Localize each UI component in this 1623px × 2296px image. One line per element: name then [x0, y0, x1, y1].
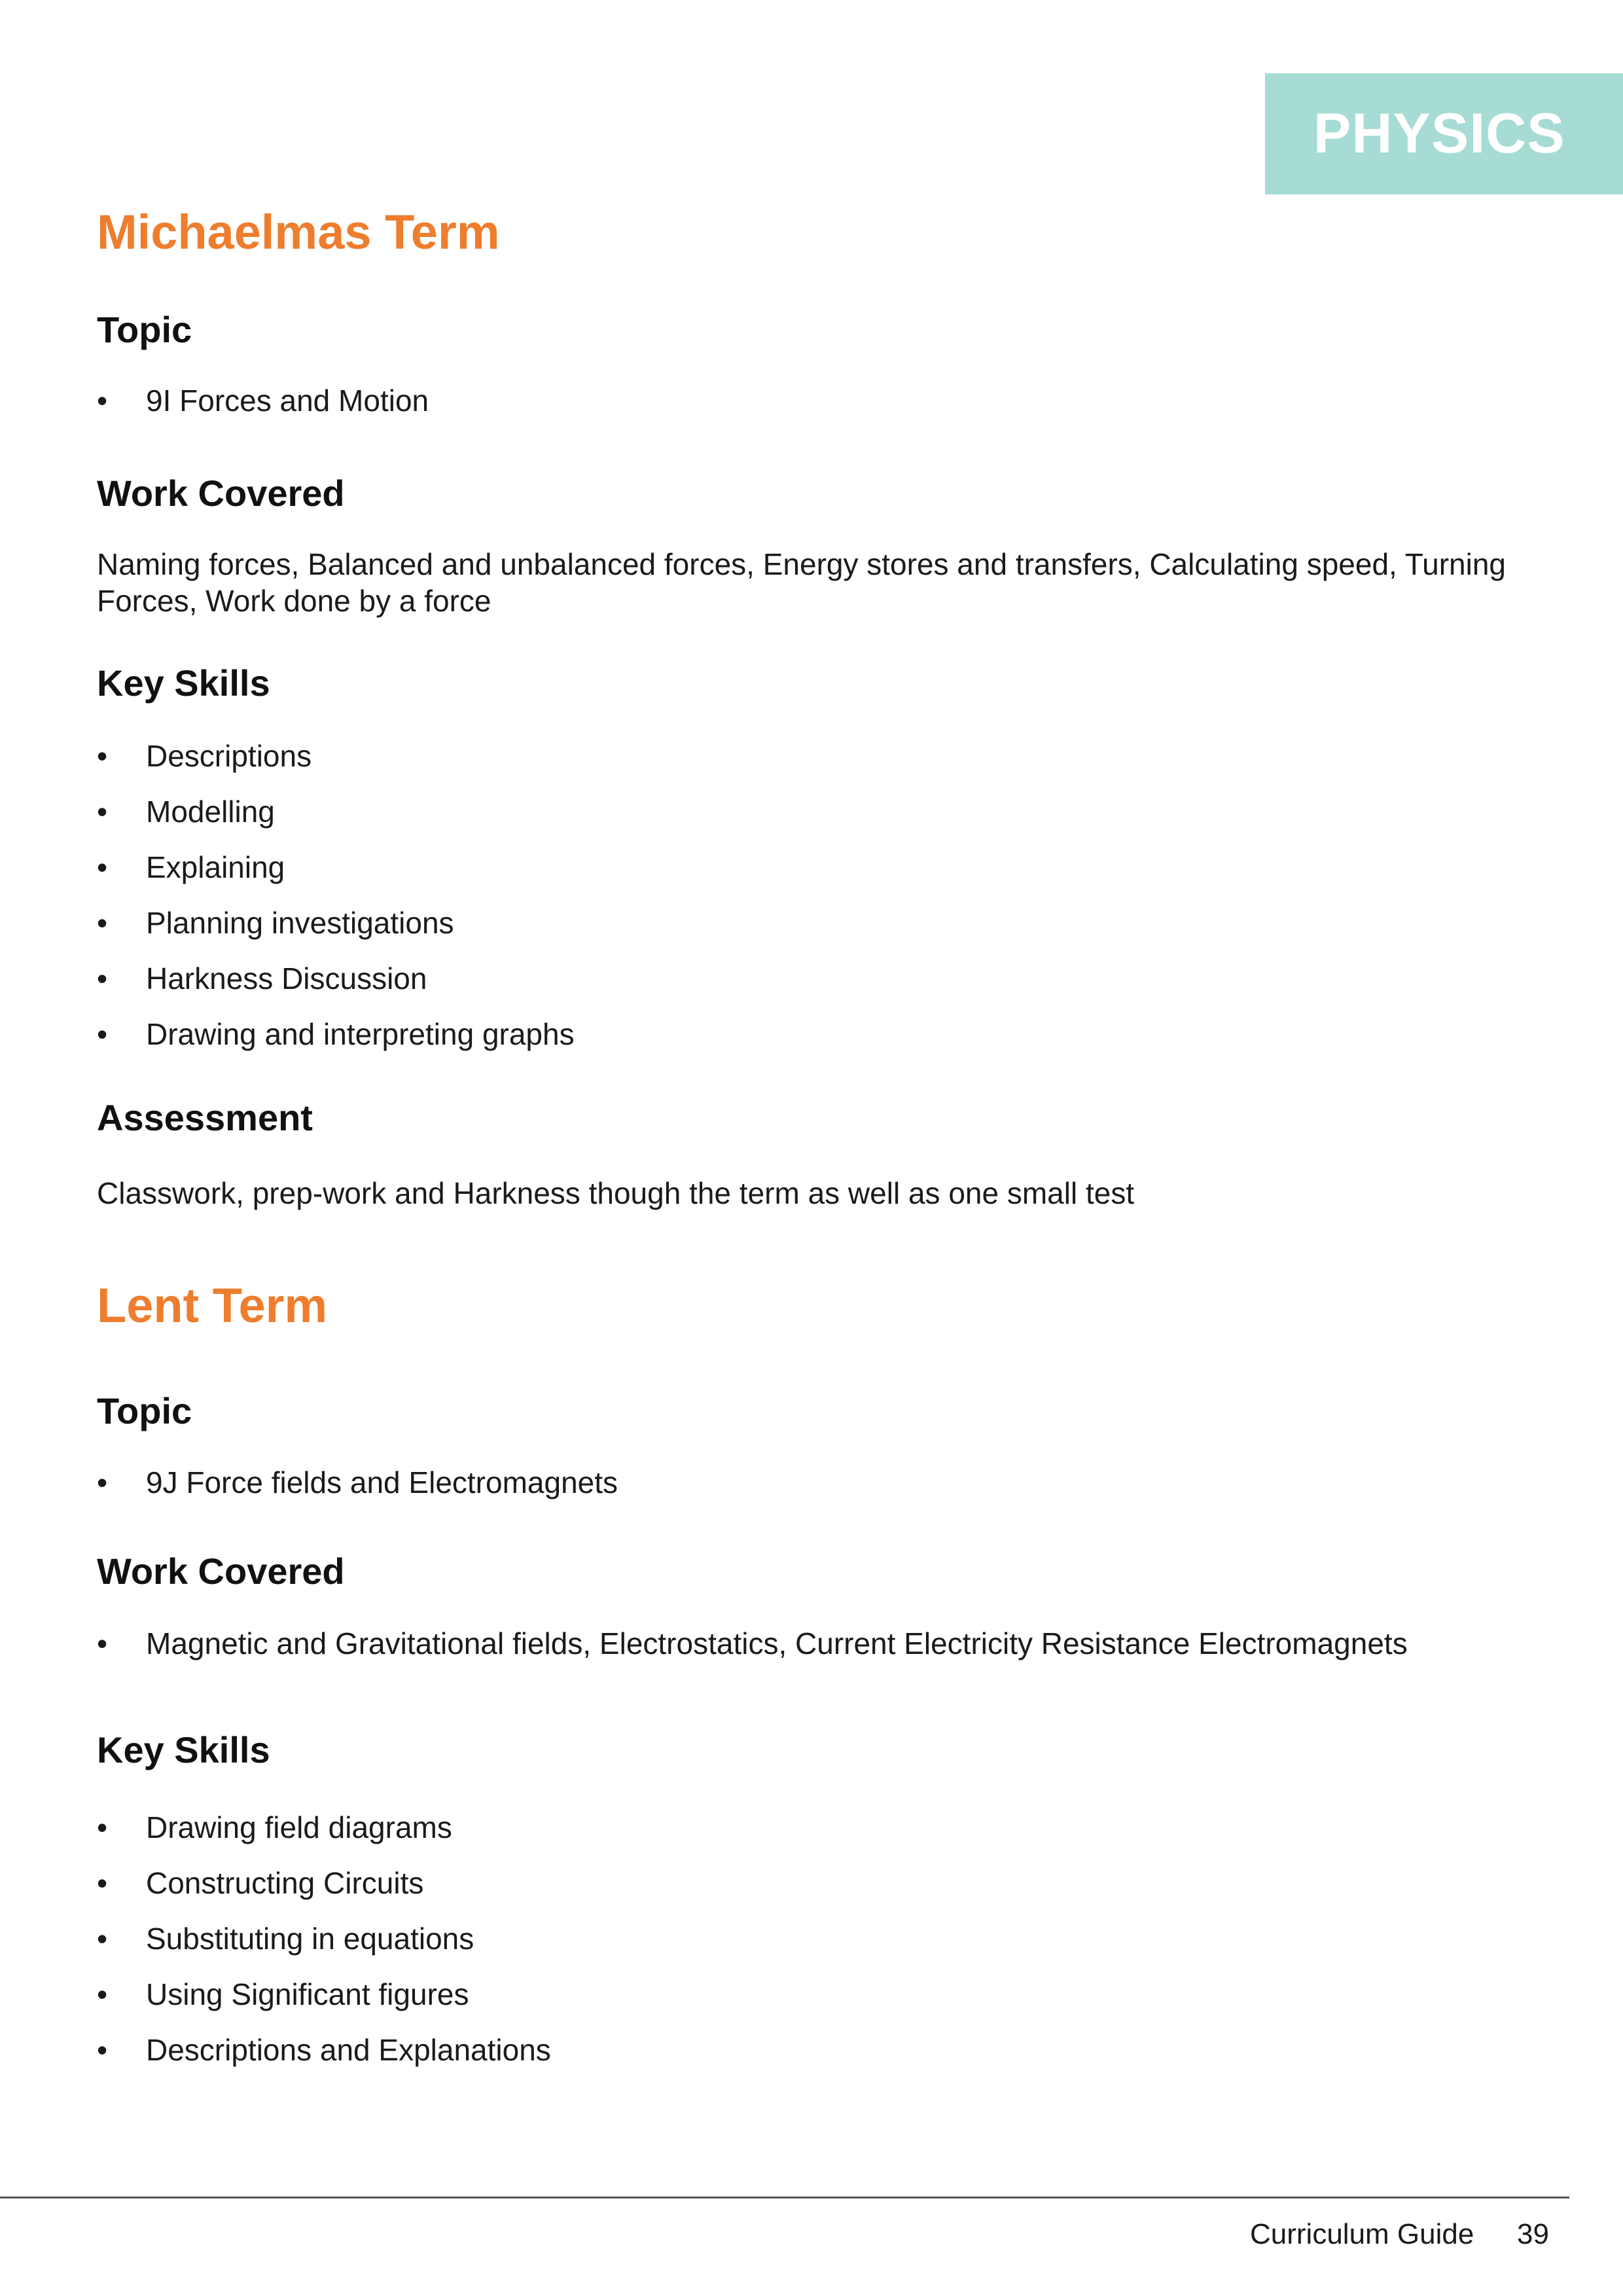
- list-item-text: Planning investigations: [146, 906, 454, 940]
- lent-skills-heading: Key Skills: [97, 1729, 270, 1770]
- list-item: [97, 1464, 618, 1520]
- list-item: [97, 1976, 551, 2032]
- list-item-text: Modelling: [146, 795, 275, 829]
- bullet-icon: •: [97, 1465, 108, 1499]
- bullet-icon: •: [97, 906, 108, 940]
- bullet-icon: •: [97, 961, 108, 996]
- list-item: [97, 793, 575, 849]
- list-item-text: Descriptions: [146, 739, 312, 773]
- footer-page-number: 39: [1517, 2218, 1549, 2250]
- bullet-icon: •: [97, 1922, 108, 1956]
- list-item: [97, 1625, 1408, 1681]
- bullet-icon: •: [97, 384, 108, 418]
- lent-topic-heading: Topic: [97, 1390, 192, 1431]
- list-item: [97, 1809, 551, 1865]
- list-item-text: Constructing Circuits: [146, 1866, 424, 1900]
- lent-term-heading: Lent Term: [97, 1278, 328, 1333]
- bullet-icon: •: [97, 1626, 108, 1660]
- list-item-text: 9I Forces and Motion: [146, 384, 429, 418]
- bullet-icon: •: [97, 1866, 108, 1900]
- list-item: [97, 2032, 551, 2087]
- michaelmas-assessment-heading: Assessment: [97, 1097, 313, 1138]
- michaelmas-skills-heading: Key Skills: [97, 662, 270, 704]
- lent-work-heading: Work Covered: [97, 1551, 345, 1592]
- list-item: [97, 1920, 551, 1976]
- michaelmas-assessment-text: Classwork, prep-work and Harkness though the term as well as one small test: [97, 1176, 1135, 1210]
- list-item: [97, 1865, 551, 1920]
- michaelmas-term-heading: Michaelmas Term: [97, 205, 500, 259]
- michaelmas-skills-list: [97, 738, 575, 1071]
- list-item-text: 9J Force fields and Electromagnets: [146, 1465, 618, 1499]
- michaelmas-topic-heading: Topic: [97, 309, 192, 350]
- list-item-text: Drawing field diagrams: [146, 1810, 452, 1844]
- list-item-text: Substituting in equations: [146, 1922, 474, 1956]
- list-item-text: Magnetic and Gravitational fields, Electrostatics, Current Electricity Resistance Electromagnets: [146, 1626, 1408, 1660]
- lent-skills-list: [97, 1809, 551, 2087]
- list-item: [97, 849, 575, 905]
- michaelmas-work-heading: Work Covered: [97, 473, 345, 514]
- bullet-icon: •: [97, 795, 108, 829]
- bullet-icon: •: [97, 850, 108, 884]
- bullet-icon: •: [97, 739, 108, 773]
- footer-guide-label: Curriculum Guide: [1250, 2218, 1474, 2250]
- footer-divider: [0, 2197, 1569, 2198]
- list-item: [97, 905, 575, 960]
- list-item-text: Descriptions and Explanations: [146, 2033, 551, 2067]
- list-item-text: Harkness Discussion: [146, 961, 427, 996]
- michaelmas-work-text: Naming forces, Balanced and unbalanced forces, Energy stores and transfers, Calculating speed, Turning Forces, Work done by a force: [97, 547, 1507, 618]
- subject-tab-label: PHYSICS: [1313, 102, 1565, 165]
- bullet-icon: •: [97, 1810, 108, 1844]
- subject-tab: [1265, 73, 1623, 194]
- list-item: [97, 960, 575, 1016]
- list-item: [97, 1016, 575, 1071]
- lent-work-list: [97, 1625, 1408, 1681]
- bullet-icon: •: [97, 1017, 108, 1051]
- lent-topic-list: [97, 1464, 618, 1520]
- list-item-text: Using Significant figures: [146, 1977, 469, 2011]
- list-item-text: Drawing and interpreting graphs: [146, 1017, 575, 1051]
- michaelmas-topic-list: [97, 382, 429, 438]
- list-item: [97, 382, 429, 438]
- list-item-text: Explaining: [146, 850, 285, 884]
- bullet-icon: •: [97, 1977, 108, 2011]
- list-item: [97, 738, 575, 793]
- bullet-icon: •: [97, 2033, 108, 2067]
